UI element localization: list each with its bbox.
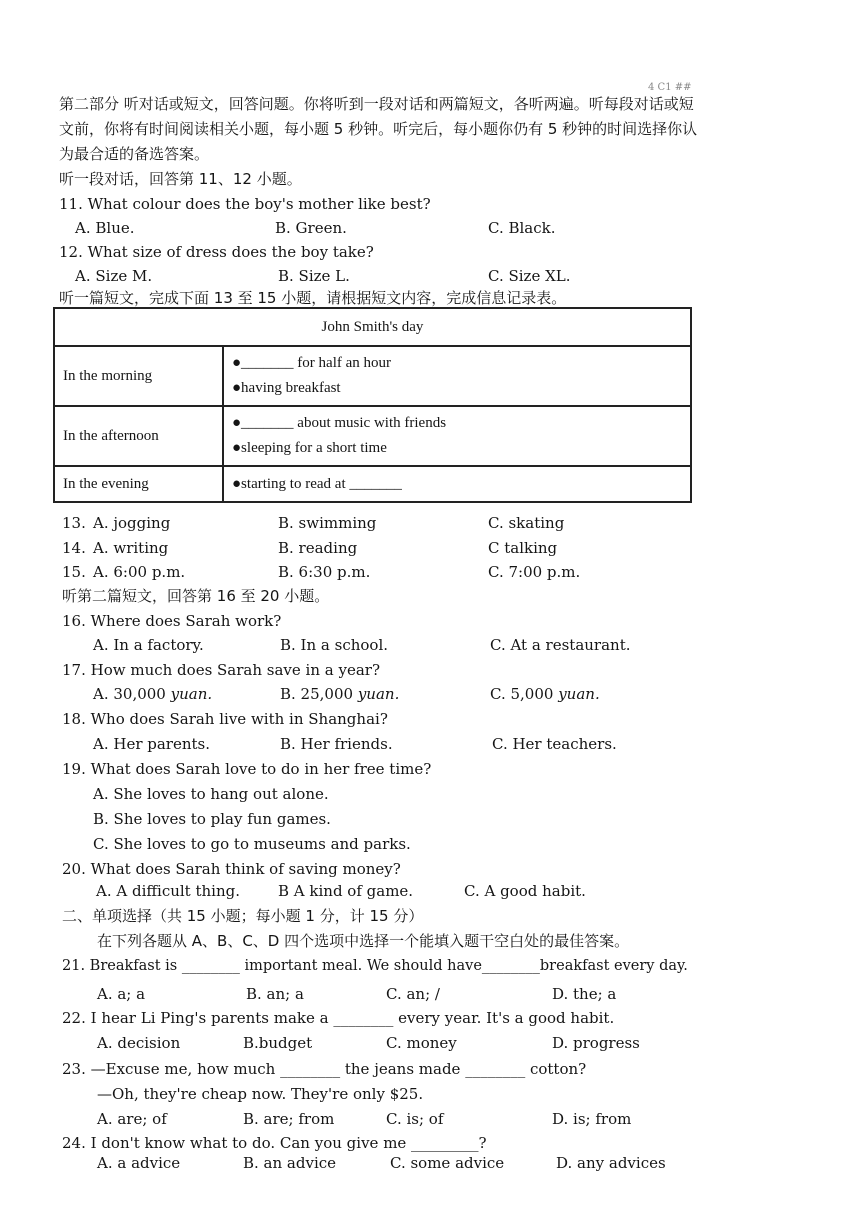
q12-option-b: B. Size L.	[278, 267, 350, 285]
q23-option-c: C. is; of	[386, 1110, 444, 1128]
q15-option-b: B. 6:30 p.m.	[278, 563, 371, 581]
q15-option-c: C. 7:00 p.m.	[488, 563, 581, 581]
q21-stem: 21. Breakfast is ________ important meal. We should have________breakfast every day.	[62, 958, 688, 974]
section2-header-line2: 文前，你将有时间阅读相关小题，每小题 5 秒钟。听完后，每小题你仍有 5 秒钟的时间选择你认	[59, 120, 698, 138]
q17-a-unit: yuan.	[170, 685, 213, 703]
q14-option-a: A. writing	[93, 539, 169, 557]
q24-stem: 24. I don't know what to do. Can you give me _________?	[62, 1134, 487, 1152]
q18-stem: 18. Who does Sarah live with in Shanghai?	[62, 710, 388, 728]
row-label: In the morning	[54, 346, 223, 406]
q15-number: 15.	[62, 563, 86, 581]
q24-option-a: A. a advice	[97, 1154, 181, 1172]
q17-option-a	[93, 684, 212, 704]
q13-option-a: A. jogging	[93, 514, 171, 532]
q23-option-a: A. are; of	[97, 1110, 167, 1128]
q21-option-b: B. an; a	[246, 985, 304, 1003]
q17-option-b	[280, 684, 399, 704]
q23-stem-line2: —Oh, they're cheap now. They're only $25.	[97, 1085, 424, 1103]
q17-stem: 17. How much does Sarah save in a year?	[62, 661, 380, 679]
q17-a-amount: A. 30,000	[93, 685, 166, 703]
q22-option-d: D. progress	[552, 1034, 640, 1052]
q21-option-c: C. an; /	[386, 985, 440, 1003]
q19-option-c: C. She loves to go to museums and parks.	[93, 835, 411, 853]
q16-option-a: A. In a factory.	[93, 636, 204, 654]
q11-option-c: C. Black.	[488, 219, 556, 237]
info-record-table	[53, 307, 692, 503]
part2-instruction: 在下列各题从 A、B、C、D 四个选项中选择一个能填入题干空白处的最佳答案。	[97, 932, 630, 950]
q17-b-unit: yuan.	[357, 685, 400, 703]
q24-option-b: B. an advice	[243, 1154, 337, 1172]
q22-option-b: B.budget	[243, 1034, 313, 1052]
q19-option-a: A. She loves to hang out alone.	[93, 785, 329, 803]
q24-option-c: C. some advice	[390, 1154, 505, 1172]
q12-option-c: C. Size XL.	[488, 267, 571, 285]
q13-option-c: C. skating	[488, 514, 565, 532]
q22-option-c: C. money	[386, 1034, 457, 1052]
corner-scribble: 4 C1 ##	[648, 82, 692, 93]
table-row	[54, 406, 691, 466]
row-line: ●_______ for half an hour	[232, 355, 392, 371]
q20-option-b: B A kind of game.	[278, 882, 414, 900]
q20-stem: 20. What does Sarah think of saving money?	[62, 860, 401, 878]
q24-option-d: D. any advices	[556, 1154, 666, 1172]
passage1-intro: 听一篇短文，完成下面 13 至 15 小题，请根据短文内容，完成信息记录表。	[59, 289, 567, 307]
q21-option-d: D. the; a	[552, 985, 617, 1003]
q16-option-c: C. At a restaurant.	[490, 636, 631, 654]
row-line: ●sleeping for a short time	[232, 440, 387, 456]
q22-option-a: A. decision	[97, 1034, 181, 1052]
q23-stem-line1: 23. —Excuse me, how much ________ the jeans made ________ cotton?	[62, 1060, 587, 1078]
q17-option-c	[490, 684, 600, 704]
row-content	[223, 346, 691, 406]
q13-option-b: B. swimming	[278, 514, 377, 532]
q16-option-b: B. In a school.	[280, 636, 389, 654]
table-title: John Smith's day	[54, 308, 691, 346]
q14-option-c: C talking	[488, 539, 558, 557]
q18-option-b: B. Her friends.	[280, 735, 393, 753]
q11-option-b: B. Green.	[275, 219, 347, 237]
section2-header-line3: 为最合适的备选答案。	[59, 145, 210, 163]
row-label: In the evening	[54, 466, 223, 502]
q23-option-d: D. is; from	[552, 1110, 632, 1128]
q11-option-a: A. Blue.	[75, 219, 135, 237]
row-label: In the afternoon	[54, 406, 223, 466]
row-line: ●_______ about music with friends	[232, 415, 447, 431]
row-line: ●having breakfast	[232, 380, 341, 396]
q14-option-b: B. reading	[278, 539, 358, 557]
section2-header-line1: 第二部分 听对话或短文，回答问题。你将听到一段对话和两篇短文，各听两遍。听每段对话或短	[59, 95, 694, 113]
q20-option-a: A. A difficult thing.	[96, 882, 240, 900]
row-line: ●starting to read at _______	[232, 475, 402, 492]
q13-number: 13.	[62, 514, 86, 532]
q23-option-b: B. are; from	[243, 1110, 335, 1128]
q19-option-b: B. She loves to play fun games.	[93, 810, 331, 828]
q11-stem: 11. What colour does the boy's mother like best?	[59, 195, 431, 213]
q12-stem: 12. What size of dress does the boy take?	[59, 243, 374, 261]
q22-stem: 22. I hear Li Ping's parents make a ________ every year. It's a good habit.	[62, 1009, 615, 1027]
q17-c-unit: yuan.	[558, 685, 600, 703]
q12-option-a: A. Size M.	[75, 267, 153, 285]
q19-stem: 19. What does Sarah love to do in her free time?	[62, 760, 432, 778]
q18-option-c: C. Her teachers.	[492, 735, 617, 753]
q17-b-amount: B. 25,000	[280, 685, 354, 703]
table-row	[54, 346, 691, 406]
q16-stem: 16. Where does Sarah work?	[62, 612, 282, 630]
q21-option-a: A. a; a	[97, 985, 146, 1003]
q14-number: 14.	[62, 539, 86, 557]
row-content	[223, 406, 691, 466]
part2-heading: 二、单项选择（共 15 小题；每小题 1 分，计 15 分）	[62, 907, 424, 925]
dialogue-intro: 听一段对话，回答第 11、12 小题。	[59, 170, 302, 188]
q17-c-amount: C. 5,000	[490, 685, 554, 703]
q15-option-a: A. 6:00 p.m.	[93, 563, 186, 581]
table-row	[54, 466, 691, 502]
row-content	[223, 466, 691, 502]
q18-option-a: A. Her parents.	[93, 735, 211, 753]
passage2-intro: 听第二篇短文，回答第 16 至 20 小题。	[62, 587, 330, 605]
q20-option-c: C. A good habit.	[464, 882, 586, 900]
